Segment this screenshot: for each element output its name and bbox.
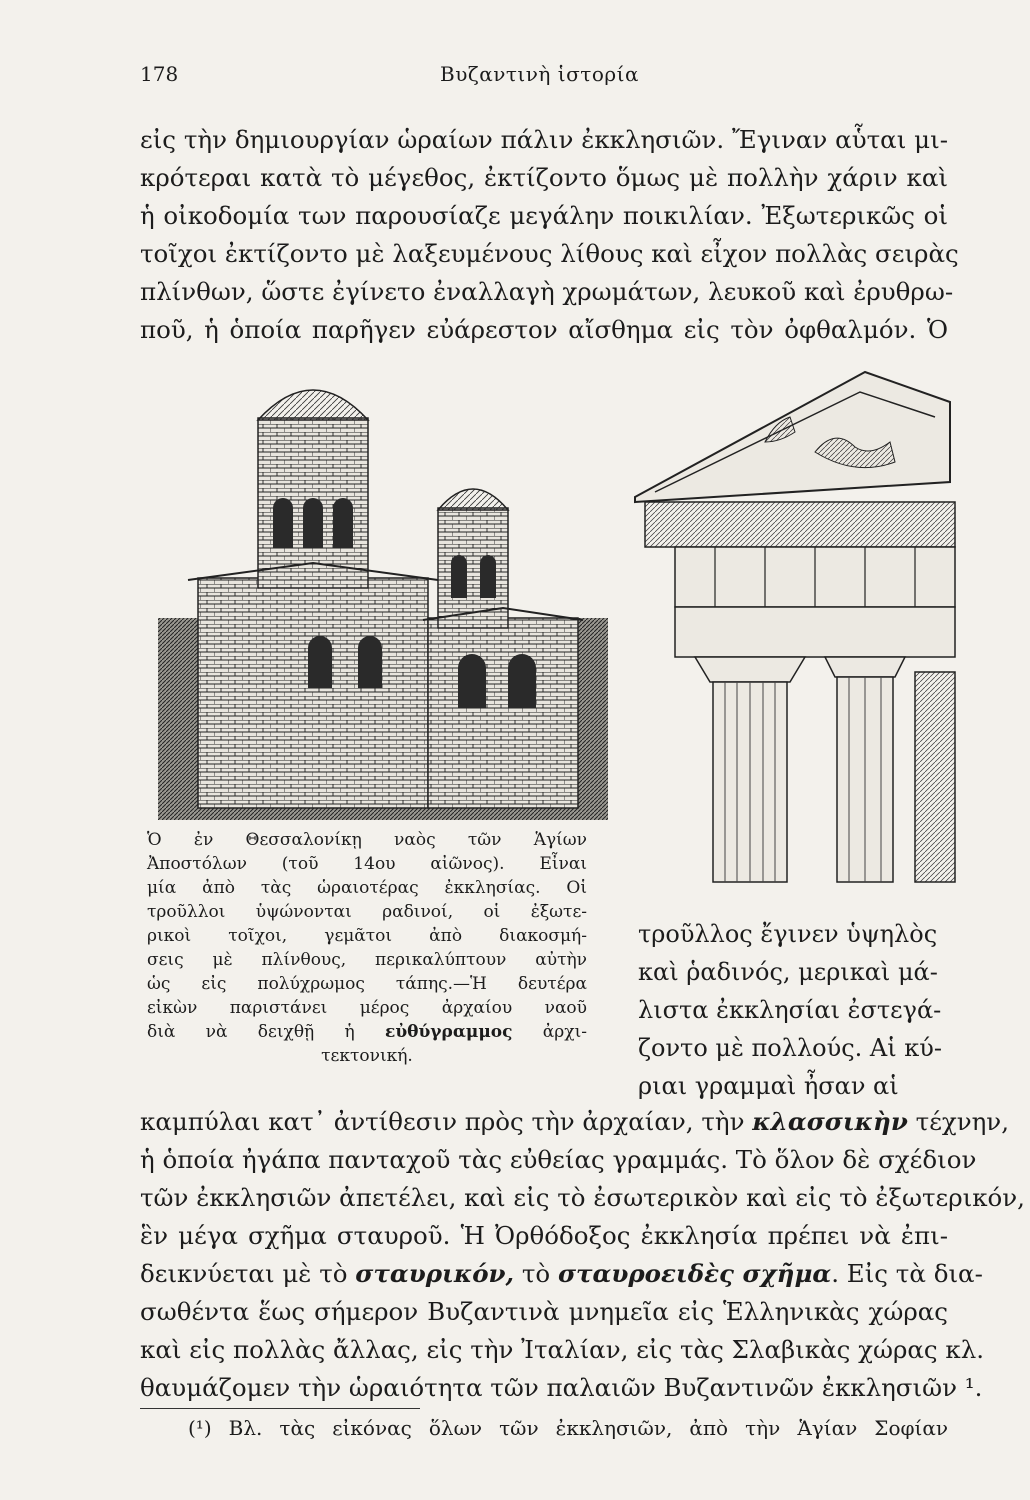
text-line: πλίνθων, ὥστε ἐγίνετο ἐναλλαγὴ χρωμάτων, λευκοῦ καὶ ἐρυθρω- — [140, 277, 954, 306]
footnote-rule — [140, 1408, 420, 1409]
text-line: λιστα ἐκκλησίαι ἐστεγά- — [638, 996, 942, 1024]
running-title: Βυζαντινὴ ἱστορία — [440, 62, 639, 86]
text-line: θαυμάζομεν τὴν ὡραιότητα τῶν παλαιῶν Βυζαντινῶν ἐκκλησιῶν ¹. — [140, 1373, 983, 1402]
text-line: ζοντο μὲ πολλούς. Αἱ κύ- — [638, 1034, 942, 1062]
text-line: δεικνύεται μὲ τὸ σταυρικόν, τὸ σταυροειδὲς σχῆμα. Εἰς τὰ δια- — [140, 1259, 983, 1288]
text-line: καὶ εἰς πολλὰς ἄλλας, εἰς τὴν Ἰταλίαν, εἰς τὰς Σλαβικὰς χώρας κλ. — [140, 1335, 985, 1364]
text-line: σωθέντα ἕως σήμερον Βυζαντινὰ μνημεῖα εἰς Ἑλληνικὰς χώρας — [140, 1297, 948, 1326]
text-line: ἡ ὁποία ἠγάπα πανταχοῦ τὰς εὐθείας γραμμάς. Τὸ ὅλον δὲ σχέδιον — [140, 1145, 977, 1174]
caption-line: τροῦλλοι ὑψώνονται ραδινοί, οἱ ἐξωτε- — [147, 902, 587, 922]
caption-line: μία ἀπὸ τὰς ὡραιοτέρας ἐκκλησίας. Οἱ — [147, 878, 587, 898]
caption-line: εἰκὼν παριστάνει μέρος ἀρχαίου ναοῦ — [147, 998, 587, 1018]
footnote: (¹) Βλ. τὰς εἰκόνας ὅλων τῶν ἐκκλησιῶν, ἀπὸ τὴν Ἁγίαν Σοφίαν — [188, 1416, 948, 1440]
text-line: ποῦ, ἡ ὁποία παρῆγεν εὐάρεστον αἴσθημα εἰς τὸν ὀφθαλμόν. Ὁ — [140, 315, 948, 344]
text-line: τοῖχοι ἐκτίζοντο μὲ λαξευμένους λίθους καὶ εἶχον πολλὰς σειρὰς — [140, 239, 959, 268]
caption-line: Ἀποστόλων (τοῦ 14ου αἰῶνος). Εἶναι — [147, 854, 587, 874]
emphasis-klassikin: κλασσικὴν — [752, 1107, 908, 1136]
text-line: ριαι γραμμαὶ ἦσαν αἱ — [638, 1072, 899, 1100]
caption-line: ρικοὶ τοῖχοι, γεμᾶτοι ἀπὸ διακοσμή- — [147, 926, 587, 946]
emphasis-stavrikon: σταυρικόν, — [355, 1259, 515, 1288]
page-number: 178 — [140, 62, 179, 86]
text-line: ἓν μέγα σχῆμα σταυροῦ. Ἡ Ὀρθόδοξος ἐκκλησία πρέπει νὰ ἐπι- — [140, 1221, 948, 1250]
caption-line: σεις μὲ πλίνθους, περικαλύπτουν αὐτὴν — [147, 950, 587, 970]
text-line: καὶ ῥαδινός, μερικαὶ μά- — [638, 958, 938, 986]
caption-line: Ὁ ἐν Θεσσαλονίκῃ ναὸς τῶν Ἁγίων — [147, 830, 587, 850]
text-line: καμπύλαι κατ᾽ ἀντίθεσιν πρὸς τὴν ἀρχαίαν, τὴν κλασσικὴν τέχνην, — [140, 1107, 1009, 1136]
page-header — [140, 62, 950, 92]
emphasis-euthygrammos: εὐθύγραμμος — [385, 1022, 513, 1042]
caption-line: τεκτονική. — [321, 1046, 413, 1066]
church-illustration — [158, 368, 608, 820]
text-line: τροῦλλος ἔγινεν ὑψηλὸς — [638, 920, 938, 948]
text-line: ἡ οἰκοδομία των παρουσίαζε μεγάλην ποικιλίαν. Ἐξωτερικῶς οἱ — [140, 201, 948, 230]
text-line: κρότεραι κατὰ τὸ μέγεθος, ἐκτίζοντο ὅμως μὲ πολλὴν χάριν καὶ — [140, 163, 948, 192]
caption-line: διὰ νὰ δειχθῇ ἡ εὐθύγραμμος ἀρχι- — [147, 1022, 587, 1042]
text-line: τῶν ἐκκλησιῶν ἀπετέλει, καὶ εἰς τὸ ἐσωτερικὸν καὶ εἰς τὸ ἐξωτερικόν, — [140, 1183, 1025, 1212]
doric-temple-illustration — [615, 362, 960, 887]
emphasis-stavroeides: σταυροειδὲς σχῆμα — [557, 1259, 832, 1288]
caption-line: ὡς εἰς πολύχρωμος τάπης.—Ἡ δευτέρα — [147, 974, 587, 994]
text-line: εἰς τὴν δημιουργίαν ὡραίων πάλιν ἐκκλησιῶν. Ἔγιναν αὗται μι- — [140, 125, 948, 154]
